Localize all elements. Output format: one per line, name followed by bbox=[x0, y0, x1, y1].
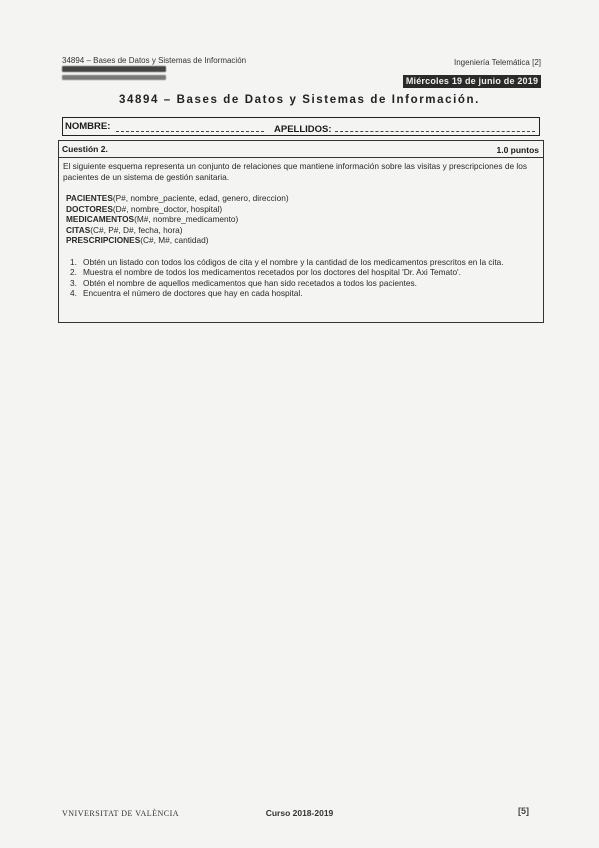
question-intro: El siguiente esquema representa un conjunto de relaciones que mantiene información sobre las visitas y prescripciones de los pacientes de un sistema de gestión sanitaria. bbox=[63, 161, 527, 182]
task-list bbox=[67, 257, 537, 299]
list-item: 2. Muestra el nombre de todos los medicamentos recetados por los doctores del hospital 'Dr. Axi Temato'. bbox=[70, 267, 461, 278]
schema-relation: PRESCRIPCIONES(C#, M#, cantidad) bbox=[66, 235, 209, 246]
surname-field[interactable] bbox=[335, 131, 535, 132]
question-header bbox=[59, 141, 543, 158]
university-logo: VNIVERSITAT DE VALÈNCIA bbox=[62, 809, 180, 818]
list-item: 3. Obtén el nombre de aquellos medicamentos que han sido recetados a todos los pacientes. bbox=[70, 277, 417, 288]
name-label: NOMBRE: bbox=[65, 121, 111, 132]
redacted-stamp bbox=[62, 75, 166, 80]
header-course: 34894 – Bases de Datos y Sistemas de Información bbox=[62, 56, 247, 65]
schema-relation: DOCTORES(D#, nombre_doctor, hospital) bbox=[66, 203, 223, 214]
list-item: 4. Encuentra el número de doctores que hay en cada hospital. bbox=[70, 288, 303, 299]
page-title: 34894 – Bases de Datos y Sistemas de Información. bbox=[119, 94, 480, 106]
schema-relation: PACIENTES(P#, nombre_paciente, edad, genero, direccion) bbox=[66, 193, 289, 203]
header-date: Miércoles 19 de junio de 2019 bbox=[403, 75, 541, 88]
page-number: [5] bbox=[518, 806, 529, 816]
surname-label: APELLIDOS: bbox=[274, 124, 332, 135]
footer-course-year: Curso 2018-2019 bbox=[265, 808, 334, 818]
question-box bbox=[58, 140, 544, 323]
question-points: 1.0 puntos bbox=[496, 145, 539, 155]
question-label: Cuestión 2. bbox=[62, 144, 108, 154]
schema-list bbox=[66, 193, 289, 246]
name-field[interactable] bbox=[116, 131, 264, 132]
schema-relation: MEDICAMENTOS(M#, nombre_medicamento) bbox=[66, 214, 239, 225]
list-item: 1. Obtén un listado con todos los códigos de cita y el nombre y la cantidad de los medicamentos prescritos en la cita. bbox=[70, 257, 504, 267]
redacted-stamp bbox=[62, 66, 166, 72]
header-degree: Ingeniería Telemática [2] bbox=[453, 58, 541, 67]
student-form bbox=[62, 117, 540, 136]
schema-relation: CITAS(C#, P#, D#, fecha, hora) bbox=[66, 224, 183, 235]
